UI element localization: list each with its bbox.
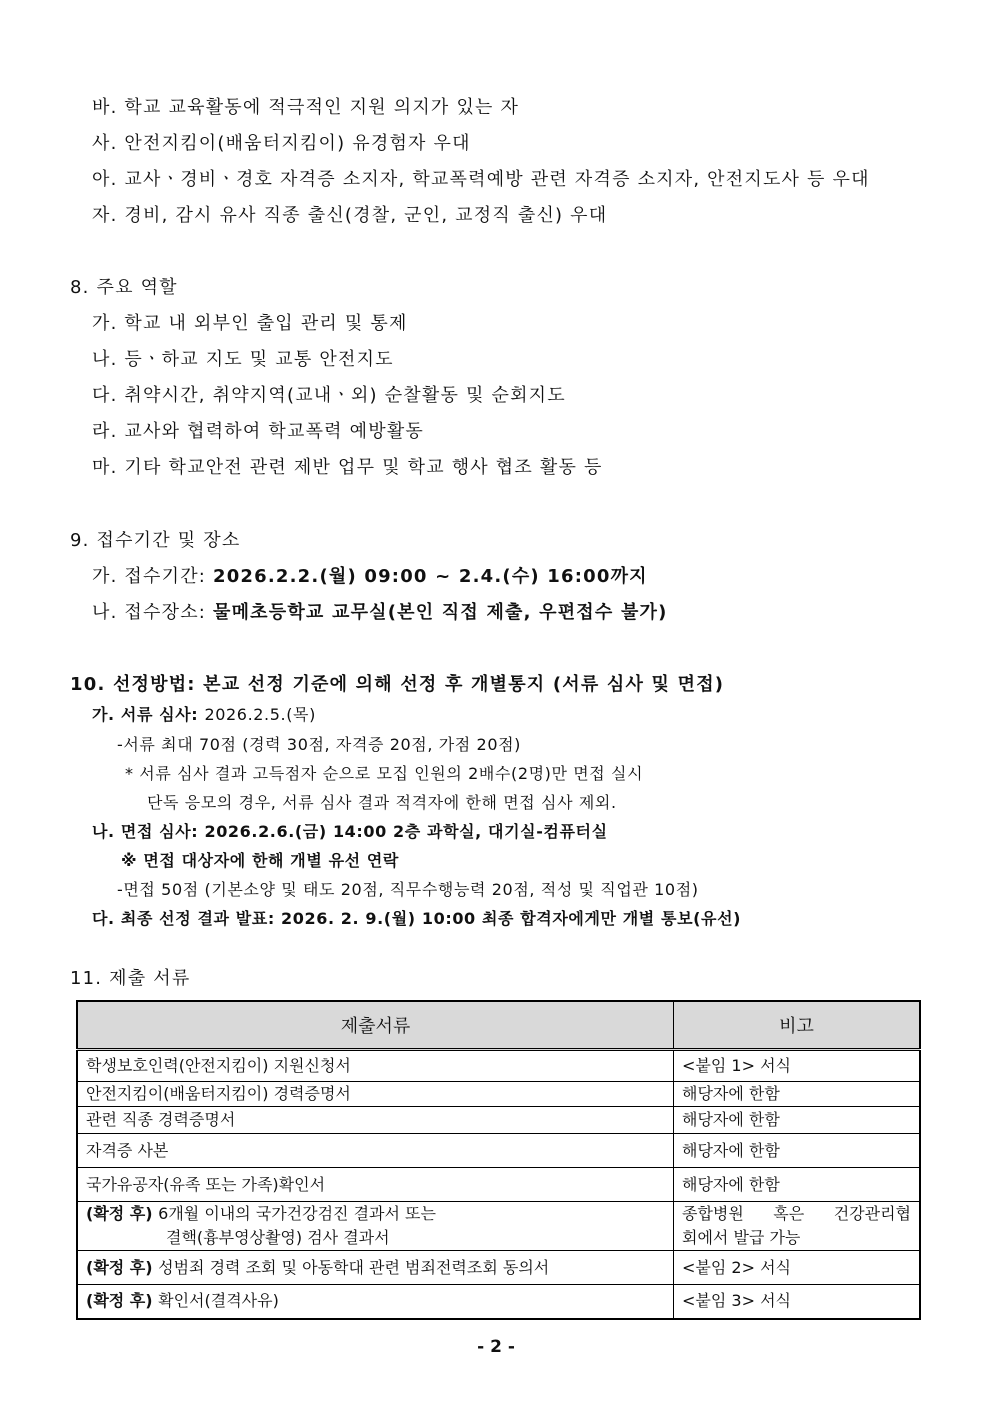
document-name: 학생보호인력(안전지킴이) 지원신청서 xyxy=(86,1056,351,1075)
document-cell xyxy=(77,1251,674,1285)
document-name-cont: 결핵(흉부영상촬영) 검사 결과서 xyxy=(166,1228,390,1247)
qualification-item: 바. 학교 교육활동에 적극적인 지원 의지가 있는 자 xyxy=(92,97,520,118)
qualification-item: 자. 경비, 감시 유사 직종 출신(경찰, 군인, 교정직 출신) 우대 xyxy=(92,205,608,226)
reception-period-value: 2026.2.2.(월) 09:00 ~ 2.4.(수) 16:00까지 xyxy=(212,566,648,587)
section-9-heading: 9. 접수기간 및 장소 xyxy=(70,530,241,551)
table-row xyxy=(77,1202,920,1251)
table-row xyxy=(77,1107,920,1134)
confirmed-prefix: (확정 후) xyxy=(86,1257,159,1277)
confirmed-prefix: (확정 후) xyxy=(86,1204,159,1223)
qualification-item: 아. 교사ㆍ경비ㆍ경호 자격증 소지자, 학교폭력예방 관련 자격증 소지자, 안전지도사 등 우대 xyxy=(92,169,870,190)
reception-place-value: 물메초등학교 교무실(본인 직접 제출, 우편접수 불가) xyxy=(212,602,668,623)
interview-note: ※ 면접 대상자에 한해 개별 유선 연락 xyxy=(121,851,399,870)
note-cell xyxy=(674,1107,921,1134)
note-cell xyxy=(674,1082,921,1107)
note-text: <붙임 2> 서식 xyxy=(682,1257,791,1277)
table-row xyxy=(77,1082,920,1107)
role-item: 나. 등ㆍ하교 지도 및 교통 안전지도 xyxy=(92,349,394,370)
reception-place xyxy=(92,598,668,624)
note-cell xyxy=(674,1251,921,1285)
note-cell xyxy=(674,1168,921,1202)
table-row xyxy=(77,1251,920,1285)
role-item: 다. 취약시간, 취약지역(교내ㆍ외) 순찰활동 및 순회지도 xyxy=(92,385,566,406)
role-item: 라. 교사와 협력하여 학교폭력 예방활동 xyxy=(92,421,425,442)
note-cell xyxy=(674,1134,921,1168)
note-cell xyxy=(674,1202,921,1251)
doc-review-date: 2026.2.5.(목) xyxy=(204,705,316,724)
document-name: 성범죄 경력 조회 및 아동학대 관련 범죄전력조회 동의서 xyxy=(158,1257,550,1277)
note-text: 해당자에 한함 xyxy=(682,1174,780,1194)
column-header-notes: 비고 xyxy=(674,1001,921,1050)
document-cell xyxy=(77,1107,674,1134)
interview-review: 나. 면접 심사: 2026.2.6.(금) 14:00 2층 과학실, 대기실-컴퓨터실 xyxy=(92,822,608,841)
note-text: 해당자에 한함 xyxy=(682,1110,780,1129)
document-name: 확인서(결격사유) xyxy=(158,1291,279,1311)
doc-review xyxy=(92,702,316,725)
table-row xyxy=(77,1134,920,1168)
confirmed-prefix: (확정 후) xyxy=(86,1291,159,1311)
column-header-documents: 제출서류 xyxy=(77,1001,674,1050)
document-name: 6개월 이내의 국가건강검진 결과서 또는 xyxy=(158,1204,436,1223)
document-cell xyxy=(77,1202,674,1251)
reception-period-label: 가. 접수기간: xyxy=(92,566,213,587)
note-cell xyxy=(674,1050,921,1082)
interview-detail: -면접 50점 (기본소양 및 태도 20점, 직무수행능력 20점, 적성 및 직업관 10점) xyxy=(117,880,699,899)
note-text: <붙임 3> 서식 xyxy=(682,1291,791,1311)
document-name: 자격증 사본 xyxy=(86,1140,169,1160)
table-header-row xyxy=(77,1001,920,1050)
note-text: <붙임 1> 서식 xyxy=(682,1056,791,1075)
document-name: 국가유공자(유족 또는 가족)확인서 xyxy=(86,1174,326,1194)
table-row xyxy=(77,1050,920,1082)
doc-review-note: * 서류 심사 결과 고득점자 순으로 모집 인원의 2배수(2명)만 면접 실시 xyxy=(125,764,644,783)
page-number: - 2 - xyxy=(477,1337,515,1357)
document-cell xyxy=(77,1082,674,1107)
final-announcement: 다. 최종 선정 결과 발표: 2026. 2. 9.(월) 10:00 최종 합격자에게만 개별 통보(유선) xyxy=(92,909,742,928)
reception-place-label: 나. 접수장소: xyxy=(92,602,213,623)
document-cell xyxy=(77,1134,674,1168)
document-name: 안전지킴이(배움터지킴이) 경력증명서 xyxy=(86,1084,351,1103)
document-cell xyxy=(77,1168,674,1202)
note-text: 해당자에 한함 xyxy=(682,1084,780,1103)
section-11-heading: 11. 제출 서류 xyxy=(70,968,191,989)
note-cell xyxy=(674,1285,921,1319)
note-text: 해당자에 한함 xyxy=(682,1140,780,1160)
reception-period xyxy=(92,562,648,588)
documents-table xyxy=(76,1000,921,1320)
table-row xyxy=(77,1168,920,1202)
doc-review-label: 가. 서류 심사: xyxy=(92,705,205,724)
role-item: 마. 기타 학교안전 관련 제반 업무 및 학교 행사 협조 활동 등 xyxy=(92,457,603,478)
table-row xyxy=(77,1285,920,1319)
doc-review-detail: -서류 최대 70점 (경력 30점, 자격증 20점, 가점 20점) xyxy=(117,735,521,754)
document-name: 관련 직종 경력증명서 xyxy=(86,1110,236,1129)
document-cell xyxy=(77,1050,674,1082)
doc-review-note: 단독 응모의 경우, 서류 심사 결과 적격자에 한해 면접 심사 제외. xyxy=(147,793,617,812)
document-cell xyxy=(77,1285,674,1319)
section-10-heading: 10. 선정방법: 본교 선정 기준에 의해 선정 후 개별통지 (서류 심사 및 면접) xyxy=(70,674,725,695)
role-item: 가. 학교 내 외부인 출입 관리 및 통제 xyxy=(92,313,408,334)
note-text: 종합병원 혹은 건강관리협 xyxy=(682,1204,911,1223)
note-text-cont: 회에서 발급 가능 xyxy=(682,1228,801,1247)
qualification-item: 사. 안전지킴이(배움터지킴이) 유경험자 우대 xyxy=(92,133,471,154)
section-8-heading: 8. 주요 역할 xyxy=(70,277,178,298)
